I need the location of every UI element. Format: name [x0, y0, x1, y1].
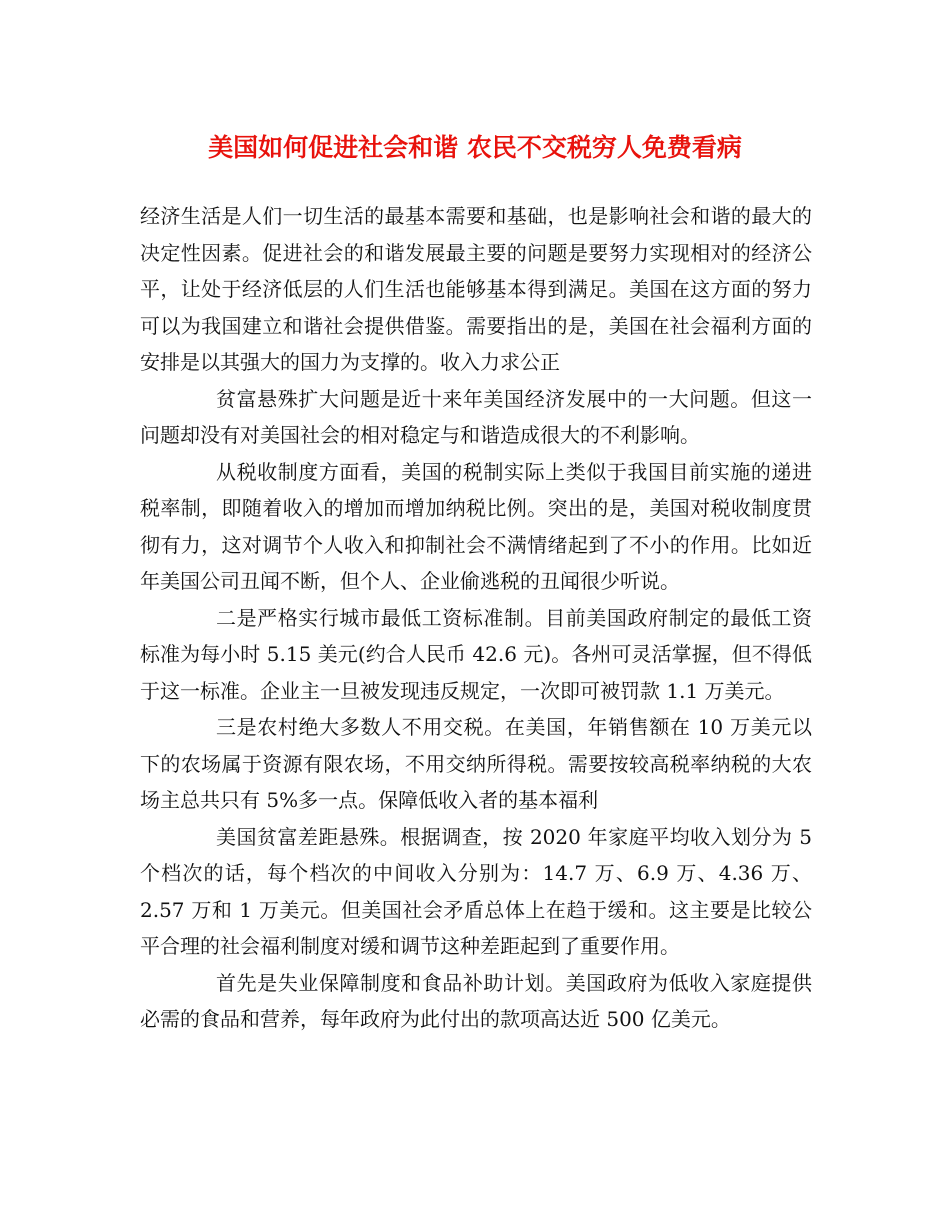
- paragraph: 经济生活是人们一切生活的最基本需要和基础，也是影响社会和谐的最大的决定性因素。促进社会的和谐发展最主要的问题是要努力实现相对的经济公平，让处于经济低层的人们生活也能够基本得到满足。美国在这方面的努力可以为我国建立和谐社会提供借鉴。需要指出的是，美国在社会福利方面的安排是以其强大的国力为支撑的。收入力求公正: [140, 204, 812, 374]
- paragraph: 二是严格实行城市最低工资标准制。目前美国政府制定的最低工资标准为每小时 5.15 美元(约合人民币 42.6 元)。各州可灵活掌握，但不得低于这一标准。企业主一旦被发现违反规定，一次即可被罚款 1.1 万美元。: [140, 605, 812, 703]
- paragraph: 美国贫富差距悬殊。根据调查，按 2020 年家庭平均收入划分为 5 个档次的话，每个档次的中间收入分别为：14.7 万、6.9 万、4.36 万、2.57 万和 1 万美元。但美国社会矛盾总体上在趋于缓和。这主要是比较公平合理的社会福利制度对缓和调节这种差距起到了重要作用。: [140, 824, 812, 958]
- document-body: [140, 198, 812, 1038]
- paragraph: 贫富悬殊扩大问题是近十来年美国经济发展中的一大问题。但这一问题却没有对美国社会的相对稳定与和谐造成很大的不利影响。: [140, 386, 812, 447]
- paragraph: 从税收制度方面看，美国的税制实际上类似于我国目前实施的递进税率制，即随着收入的增加而增加纳税比例。突出的是，美国对税收制度贯彻有力，这对调节个人收入和抑制社会不满情绪起到了不小的作用。比如近年美国公司丑闻不断，但个人、企业偷逃税的丑闻很少听说。: [140, 459, 812, 593]
- paragraph: 首先是失业保障制度和食品补助计划。美国政府为低收入家庭提供必需的食品和营养，每年政府为此付出的款项高达近 500 亿美元。: [140, 970, 812, 1031]
- paragraph: 三是农村绝大多数人不用交税。在美国，年销售额在 10 万美元以下的农场属于资源有限农场，不用交纳所得税。需要按较高税率纳税的大农场主总共只有 5%多一点。保障低收入者的基本福利: [140, 715, 812, 812]
- document-title: 美国如何促进社会和谐 农民不交税穷人免费看病: [208, 133, 742, 162]
